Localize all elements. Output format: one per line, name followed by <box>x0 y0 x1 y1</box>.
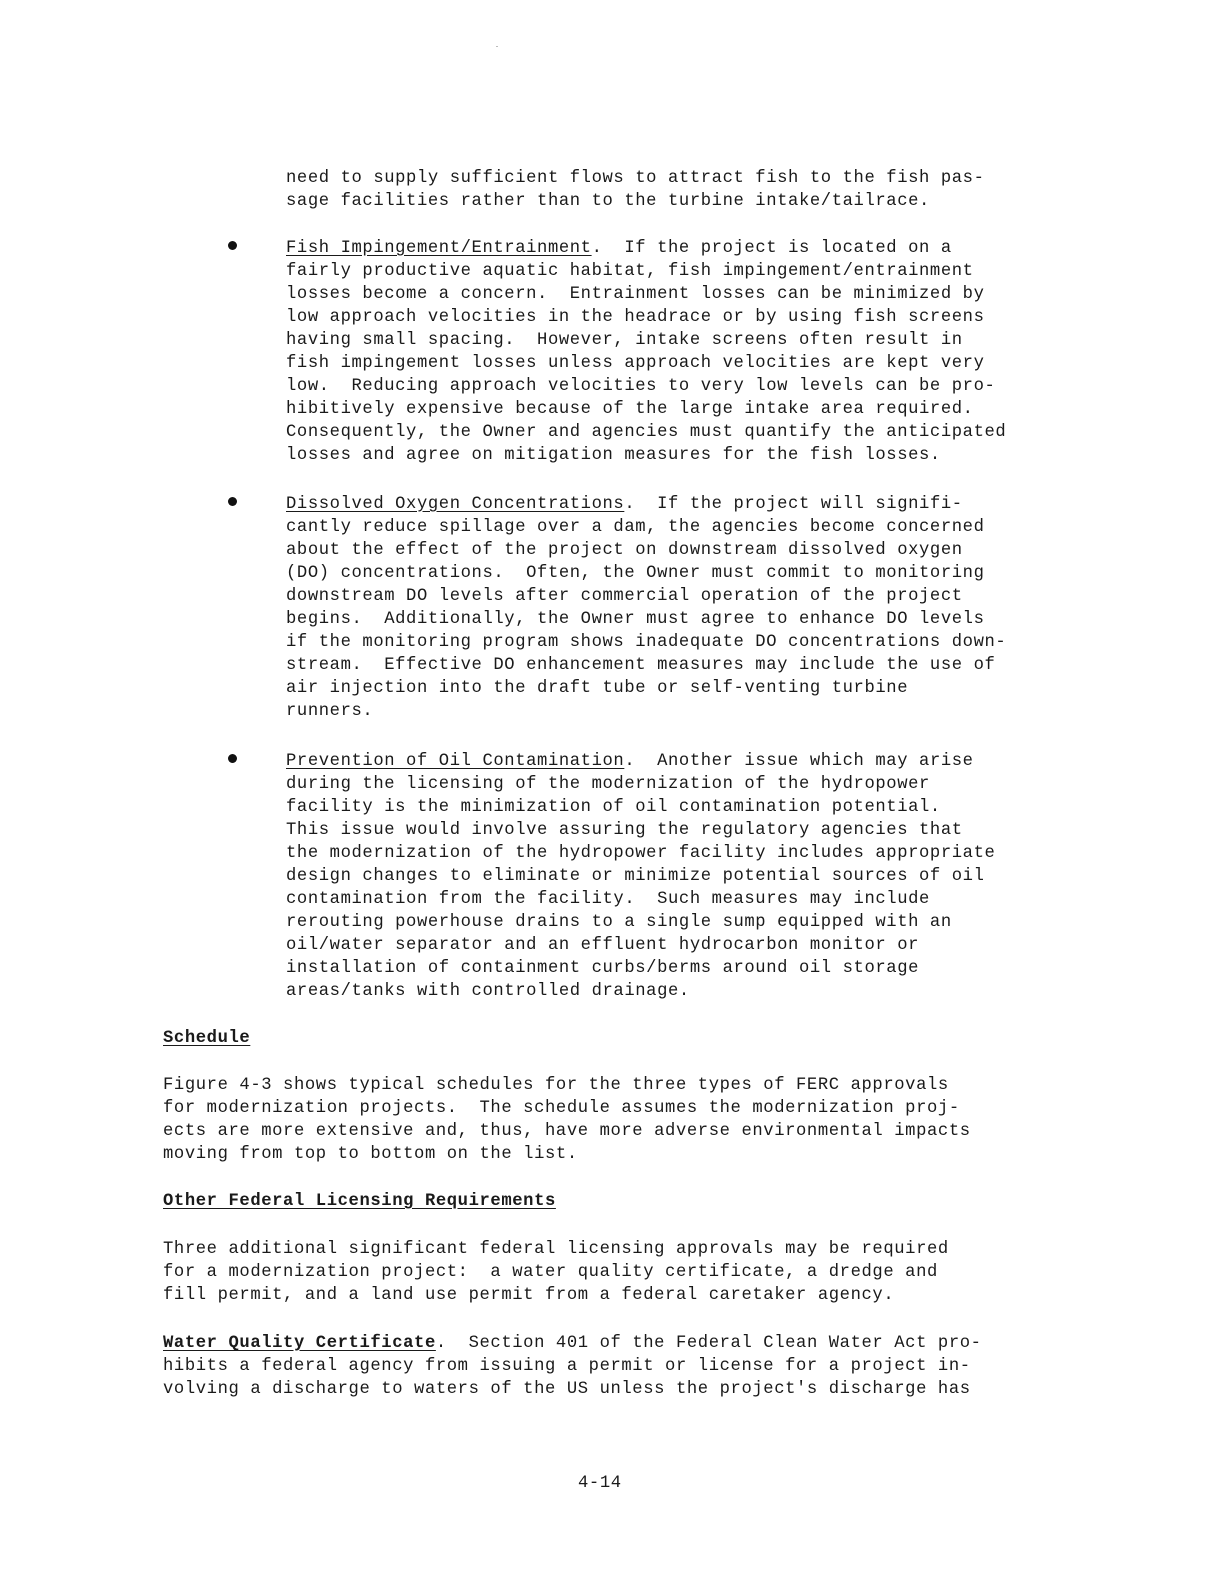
bullet-line: (DO) concentrations. Often, the Owner must commit to monitoring <box>286 564 985 583</box>
bullet-title: Prevention of Oil Contamination <box>286 752 625 771</box>
bullet-first-line: Fish Impingement/Entrainment. If the project is located on a <box>286 239 952 258</box>
bullet-line: This issue would involve assuring the regulatory agencies that <box>286 821 963 840</box>
bullet-line: having small spacing. However, intake screens often result in <box>286 331 963 350</box>
bullet-line: air injection into the draft tube or self-venting turbine <box>286 679 909 698</box>
other-line: fill permit, and a land use permit from a federal caretaker agency. <box>163 1286 895 1305</box>
bullet-line: the modernization of the hydropower facility includes appropriate <box>286 844 996 863</box>
bullet-line: if the monitoring program shows inadequate DO concentrations down- <box>286 633 1007 652</box>
bullet-line: low approach velocities in the headrace or by using fish screens <box>286 308 985 327</box>
bullet-line: downstream DO levels after commercial operation of the project <box>286 587 963 606</box>
bullet-line: losses and agree on mitigation measures for the fish losses. <box>286 446 941 465</box>
bullet-line: runners. <box>286 702 374 721</box>
page-number: 4-14 <box>578 1474 622 1493</box>
other-heading: Other Federal Licensing Requirements <box>163 1192 556 1211</box>
bullet-line: cantly reduce spillage over a dam, the agencies become concerned <box>286 518 985 537</box>
wqc-title: Water Quality Certificate <box>163 1334 436 1353</box>
other-line: for a modernization project: a water quality certificate, a dredge and <box>163 1263 938 1282</box>
intro-line: need to supply sufficient flows to attract fish to the fish pas- <box>286 169 985 188</box>
schedule-heading: Schedule <box>163 1029 251 1048</box>
wqc-first-line: Water Quality Certificate. Section 401 of the Federal Clean Water Act pro- <box>163 1334 982 1353</box>
bullet-line: hibitively expensive because of the large intake area required. <box>286 400 974 419</box>
bullet-line: design changes to eliminate or minimize potential sources of oil <box>286 867 985 886</box>
bullet-line: low. Reducing approach velocities to very low levels can be pro- <box>286 377 996 396</box>
bullet-line: losses become a concern. Entrainment losses can be minimized by <box>286 285 985 304</box>
schedule-line: for modernization projects. The schedule assumes the modernization proj- <box>163 1099 960 1118</box>
schedule-line: Figure 4-3 shows typical schedules for the three types of FERC approvals <box>163 1076 949 1095</box>
wqc-line: volving a discharge to waters of the US unless the project's discharge has <box>163 1380 971 1399</box>
bullet-line: contamination from the facility. Such measures may include <box>286 890 930 909</box>
bullet-line: fish impingement losses unless approach velocities are kept very <box>286 354 985 373</box>
bullet-line: fairly productive aquatic habitat, fish impingement/entrainment <box>286 262 974 281</box>
bullet-line: rerouting powerhouse drains to a single sump equipped with an <box>286 913 952 932</box>
bullet-first-line: Prevention of Oil Contamination. Another issue which may arise <box>286 752 974 771</box>
bullet-first-line: Dissolved Oxygen Concentrations. If the project will signifi- <box>286 495 963 514</box>
bullet-line: oil/water separator and an effluent hydrocarbon monitor or <box>286 936 920 955</box>
bullet-line: installation of containment curbs/berms around oil storage <box>286 959 920 978</box>
bullet-line: begins. Additionally, the Owner must agree to enhance DO levels <box>286 610 985 629</box>
bullet-line: areas/tanks with controlled drainage. <box>286 982 690 1001</box>
other-line: Three additional significant federal licensing approvals may be required <box>163 1240 949 1259</box>
wqc-line: hibits a federal agency from issuing a permit or license for a project in- <box>163 1357 971 1376</box>
bullet-line: Consequently, the Owner and agencies must quantify the anticipated <box>286 423 1007 442</box>
bullet-icon <box>228 497 237 506</box>
bullet-line: facility is the minimization of oil contamination potential. <box>286 798 941 817</box>
schedule-line: moving from top to bottom on the list. <box>163 1145 578 1164</box>
bullet-icon <box>228 241 237 250</box>
bullet-line: during the licensing of the modernization of the hydropower <box>286 775 930 794</box>
scan-mark <box>496 46 498 47</box>
bullet-line: stream. Effective DO enhancement measures may include the use of <box>286 656 996 675</box>
bullet-line: about the effect of the project on downstream dissolved oxygen <box>286 541 963 560</box>
intro-line: sage facilities rather than to the turbine intake/tailrace. <box>286 192 930 211</box>
schedule-line: ects are more extensive and, thus, have more adverse environmental impacts <box>163 1122 971 1141</box>
bullet-icon <box>228 754 237 763</box>
bullet-title: Fish Impingement/Entrainment <box>286 239 592 258</box>
bullet-title: Dissolved Oxygen Concentrations <box>286 495 625 514</box>
